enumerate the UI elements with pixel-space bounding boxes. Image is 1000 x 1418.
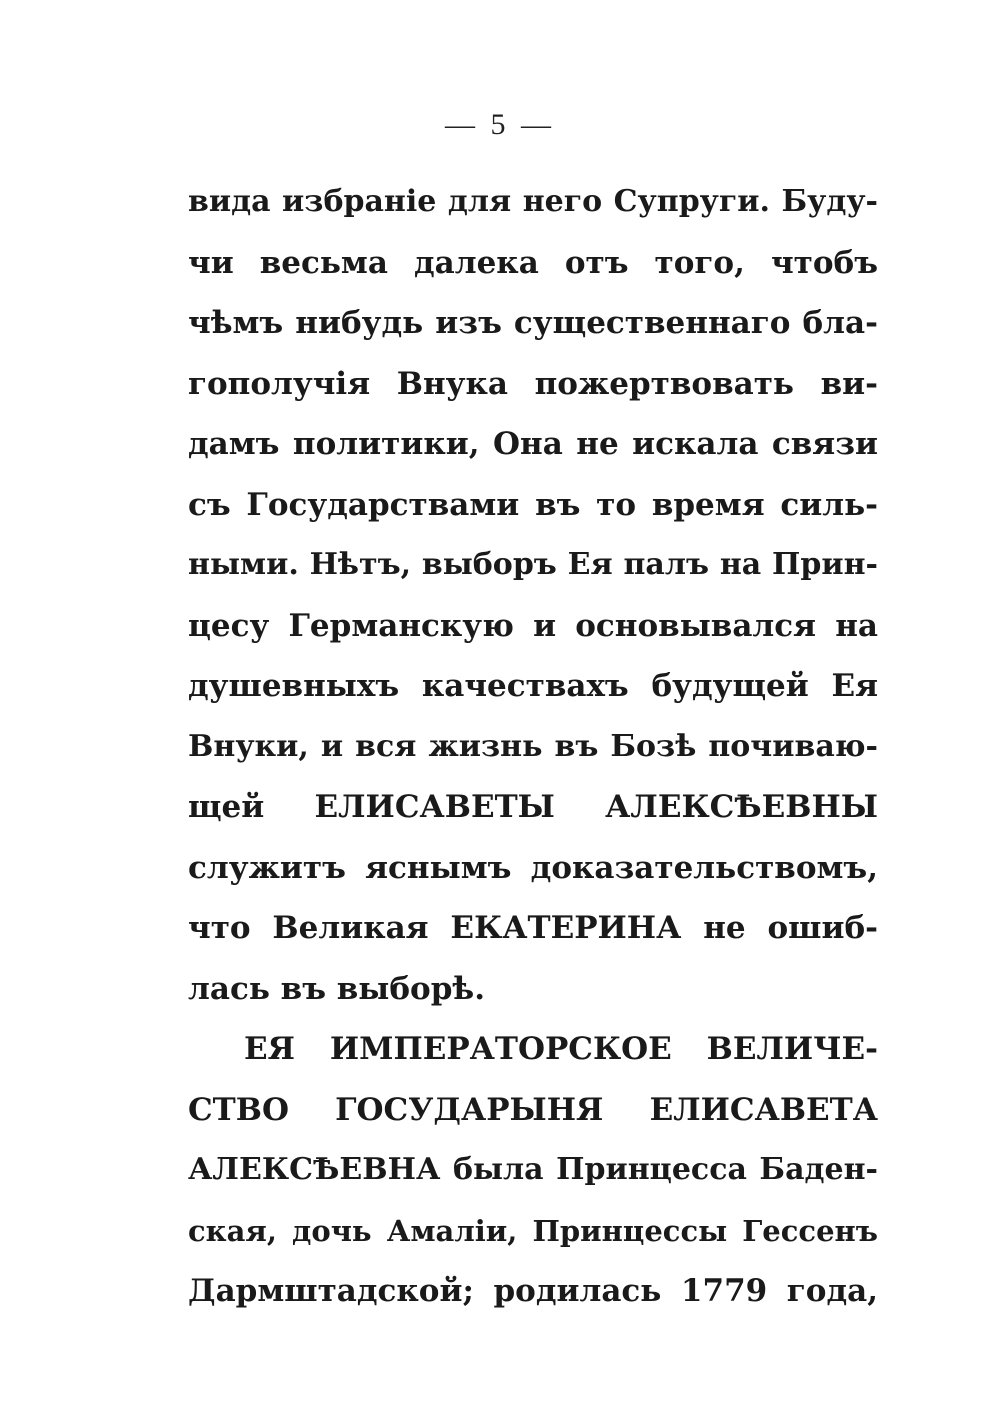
body-text — [188, 172, 878, 1322]
paragraph-1 — [188, 172, 878, 1019]
text-line: СТВО ГОСУДАРЫНЯ ЕЛИСАВЕТА — [188, 1091, 878, 1128]
text-line: душевныхъ качествахъ будущей Ея — [188, 668, 878, 704]
text-line: чѣмъ нибудь изъ существеннаго бла- — [188, 305, 878, 341]
text-line: чи весьма далека отъ того, чтобъ — [188, 244, 878, 281]
text-line: что Великая ЕКАТЕРИНА не ошиб- — [188, 910, 878, 946]
text-line: ЕЯ ИМПЕРАТОРСКОЕ ВЕЛИЧЕ- — [244, 1031, 878, 1067]
text-line: гополучія Внука пожертвовать ви- — [188, 365, 878, 402]
text-line: вида избраніе для него Супруги. Буду- — [188, 184, 878, 219]
text-line: служитъ яснымъ доказательствомъ, — [188, 849, 878, 886]
page-number: — 5 — — [445, 108, 555, 141]
text-line: ская, дочь Амаліи, Принцессы Гессенъ — [188, 1213, 878, 1248]
text-line: Внуки, и вся жизнь въ Бозѣ почиваю- — [188, 728, 878, 764]
text-line: цесу Германскую и основывался на — [188, 607, 878, 644]
paragraph-2 — [188, 1019, 878, 1322]
text-line: Дармштадской; родилась 1779 года, — [188, 1273, 878, 1309]
text-line: дамъ политики, Она не искала связи — [188, 426, 878, 462]
text-line: щей ЕЛИСАВЕТЫ АЛЕКСѢЕВНЫ — [188, 789, 878, 825]
text-line: съ Государствами въ то время силь- — [188, 486, 878, 523]
text-line: АЛЕКСѢЕВНА была Принцесса Баден- — [188, 1152, 878, 1187]
text-line: лась въ выборѣ. — [188, 970, 485, 1007]
text-line: ными. Нѣтъ, выборъ Ея палъ на Прин- — [188, 547, 878, 582]
